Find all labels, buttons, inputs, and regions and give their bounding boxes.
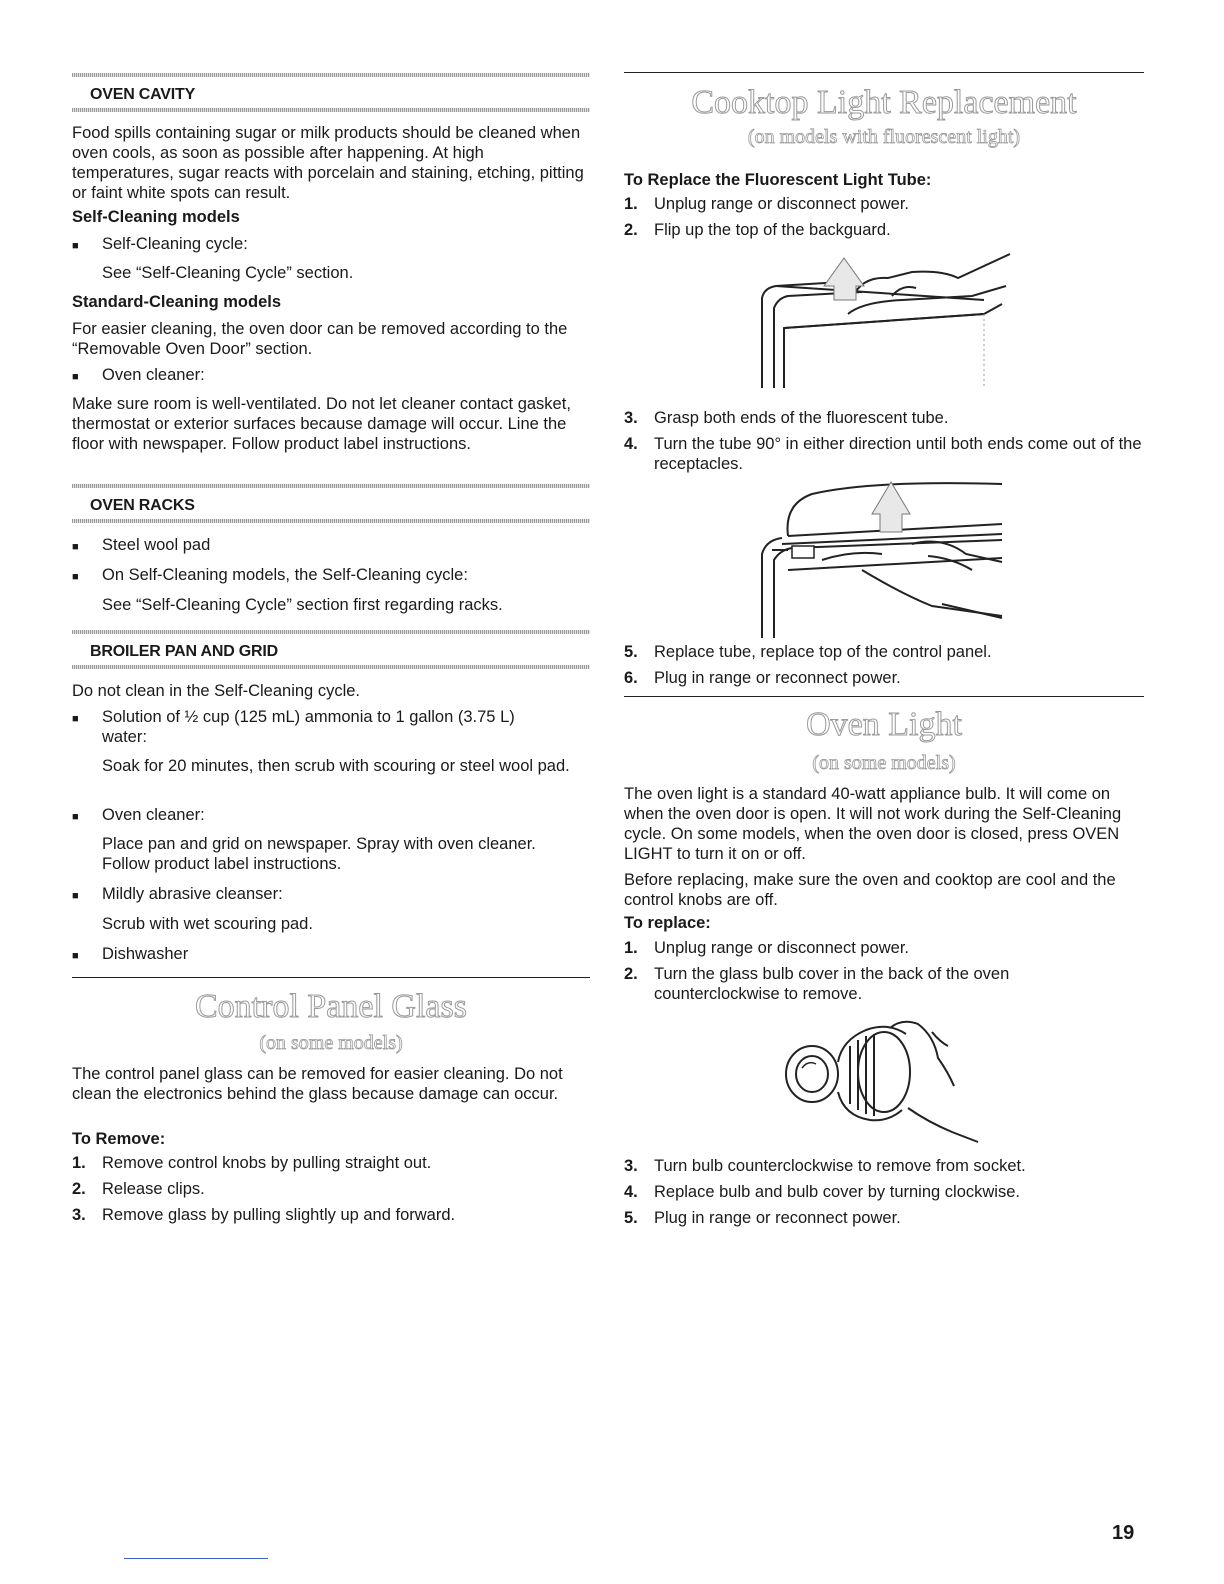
step-number: 1. — [72, 1154, 86, 1172]
oven-cavity-intro: Food spills containing sugar or milk products should be cleaned when oven cools, as soon as possible after happening. At high temperatures, sugar reacts with porcelain and staining, etching, pitting or faint white spots can result. — [72, 124, 584, 202]
step-text: Unplug range or disconnect power. — [654, 939, 909, 957]
section-subtitle: (on some models) — [259, 1032, 403, 1054]
step-number: 2. — [624, 965, 638, 983]
step-number: 5. — [624, 643, 638, 661]
oven-light-intro: The oven light is a standard 40-watt appliance bulb. It will come on when the oven door is open. It will not work during the Self-Cleaning cycle. On some models, when the oven door is closed, press OVEN LIGHT to turn it on or off. — [624, 785, 1122, 863]
bullet-note: Soak for 20 minutes, then scrub with scouring or steel wool pad. — [102, 757, 570, 775]
list-item — [624, 642, 1144, 668]
self-cleaning-heading: Self-Cleaning models — [72, 208, 240, 226]
list-item — [624, 408, 1144, 434]
section-subtitle: (on models with fluorescent light) — [747, 126, 1021, 148]
list-item — [624, 1156, 1144, 1182]
numbered-list — [624, 1156, 1144, 1234]
bullet-icon: ■ — [72, 950, 79, 962]
bulb-cover-illustration — [778, 1012, 988, 1148]
step-number: 1. — [624, 939, 638, 957]
bullet-text: Mildly abrasive cleanser: — [102, 885, 283, 903]
numbered-list — [624, 408, 1144, 480]
to-remove-heading: To Remove: — [72, 1130, 166, 1148]
section-rule — [624, 72, 1144, 73]
list-item — [624, 1182, 1144, 1208]
list-item — [624, 220, 1144, 246]
list-item — [72, 1205, 590, 1231]
step-number: 4. — [624, 1183, 638, 1201]
fluorescent-tube-illustration — [752, 474, 1014, 640]
section-band-top — [72, 630, 590, 634]
step-text: Remove glass by pulling slightly up and forward. — [102, 1206, 456, 1224]
list-item — [624, 668, 1144, 694]
bullet-text: Oven cleaner: — [102, 806, 205, 824]
bullet-note: Place pan and grid on newspaper. Spray with oven cleaner. Follow product label instructions. — [102, 835, 536, 873]
numbered-list — [72, 1153, 590, 1231]
list-item — [72, 1179, 590, 1205]
section-title-broiler: BROILER PAN AND GRID — [90, 643, 279, 660]
bullet-icon: ■ — [72, 541, 79, 553]
bullet-text: Dishwasher — [102, 945, 189, 963]
section-title-oven-racks: OVEN RACKS — [90, 497, 195, 514]
numbered-list — [624, 642, 1144, 694]
to-replace-heading: To replace: — [624, 914, 711, 932]
step-number: 1. — [624, 195, 638, 213]
standard-cleaning-heading: Standard-Cleaning models — [72, 293, 282, 311]
step-text: Turn the tube 90° in either direction until both ends come out of the receptacles. — [654, 435, 1142, 473]
step-text: Remove control knobs by pulling straight out. — [102, 1154, 432, 1172]
standard-cleaning-text: For easier cleaning, the oven door can be removed according to the “Removable Oven Door” section. — [72, 320, 568, 358]
step-number: 2. — [624, 221, 638, 239]
step-text: Flip up the top of the backguard. — [654, 221, 891, 239]
step-text: Plug in range or reconnect power. — [654, 669, 901, 687]
page-number: 19 — [1112, 1522, 1135, 1544]
section-title-oven-light: Oven Light — [806, 706, 962, 743]
list-item — [624, 964, 1144, 1010]
step-text: Plug in range or reconnect power. — [654, 1209, 901, 1227]
step-text: Release clips. — [102, 1180, 205, 1198]
step-text: Replace tube, replace top of the control panel. — [654, 643, 992, 661]
section-title-oven-cavity: OVEN CAVITY — [90, 86, 196, 103]
bullet-icon: ■ — [72, 890, 79, 902]
section-title-cooktop-light: Cooktop Light Replacement — [691, 84, 1077, 121]
list-item — [624, 938, 1144, 964]
bullet-text: Oven cleaner: — [102, 366, 205, 384]
bullet-note: See “Self-Cleaning Cycle” section. — [102, 264, 354, 282]
numbered-list — [624, 938, 1144, 1010]
section-subtitle: (on some models) — [812, 752, 956, 774]
step-text: Unplug range or disconnect power. — [654, 195, 909, 213]
bullet-text: Solution of ½ cup (125 mL) ammonia to 1 gallon (3.75 L) water: — [102, 708, 515, 746]
step-text: Grasp both ends of the fluorescent tube. — [654, 409, 949, 427]
step-number: 3. — [624, 1157, 638, 1175]
step-text: Replace bulb and bulb cover by turning clockwise. — [654, 1183, 1020, 1201]
bullet-icon: ■ — [72, 713, 79, 725]
list-item — [72, 1153, 590, 1179]
bullet-icon: ■ — [72, 571, 79, 583]
backguard-flip-illustration — [752, 252, 1014, 390]
section-rule — [72, 977, 590, 978]
bullet-text: On Self-Cleaning models, the Self-Cleaning cycle: — [102, 566, 468, 584]
section-band-bottom — [72, 665, 590, 669]
broiler-intro: Do not clean in the Self-Cleaning cycle. — [72, 682, 360, 700]
section-band-top — [72, 73, 590, 77]
bullet-text: Steel wool pad — [102, 536, 211, 554]
replace-tube-heading: To Replace the Fluorescent Light Tube: — [624, 171, 932, 189]
step-number: 2. — [72, 1180, 86, 1198]
step-text: Turn bulb counterclockwise to remove from socket. — [654, 1157, 1026, 1175]
bullet-text: Self-Cleaning cycle: — [102, 235, 248, 253]
step-number: 5. — [624, 1209, 638, 1227]
oven-light-note: Before replacing, make sure the oven and cooktop are cool and the control knobs are off. — [624, 871, 1116, 909]
bullet-note: See “Self-Cleaning Cycle” section first regarding racks. — [102, 596, 503, 614]
bullet-icon: ■ — [72, 811, 79, 823]
control-panel-intro: The control panel glass can be removed for easier cleaning. Do not clean the electronics behind the glass because damage can occur. — [72, 1065, 563, 1103]
section-rule — [624, 696, 1144, 697]
step-number: 3. — [72, 1206, 86, 1224]
bullet-icon: ■ — [72, 371, 79, 383]
bullet-note: Scrub with wet scouring pad. — [102, 915, 313, 933]
section-band-top — [72, 484, 590, 488]
section-title-control-panel-glass: Control Panel Glass — [195, 988, 467, 1025]
standard-cleaning-note: Make sure room is well-ventilated. Do not let cleaner contact gasket, thermostat or exterior surfaces because damage will occur. Line the floor with newspaper. Follow product label instructions. — [72, 395, 571, 453]
list-item — [624, 1208, 1144, 1234]
section-band-bottom — [72, 519, 590, 523]
numbered-list — [624, 194, 1144, 246]
bullet-icon: ■ — [72, 240, 79, 252]
step-text: Turn the glass bulb cover in the back of the oven counterclockwise to remove. — [654, 965, 1010, 1003]
list-item — [624, 194, 1144, 220]
section-band-bottom — [72, 108, 590, 112]
step-number: 4. — [624, 435, 638, 453]
footer-rule — [124, 1558, 268, 1559]
step-number: 6. — [624, 669, 638, 687]
step-number: 3. — [624, 409, 638, 427]
